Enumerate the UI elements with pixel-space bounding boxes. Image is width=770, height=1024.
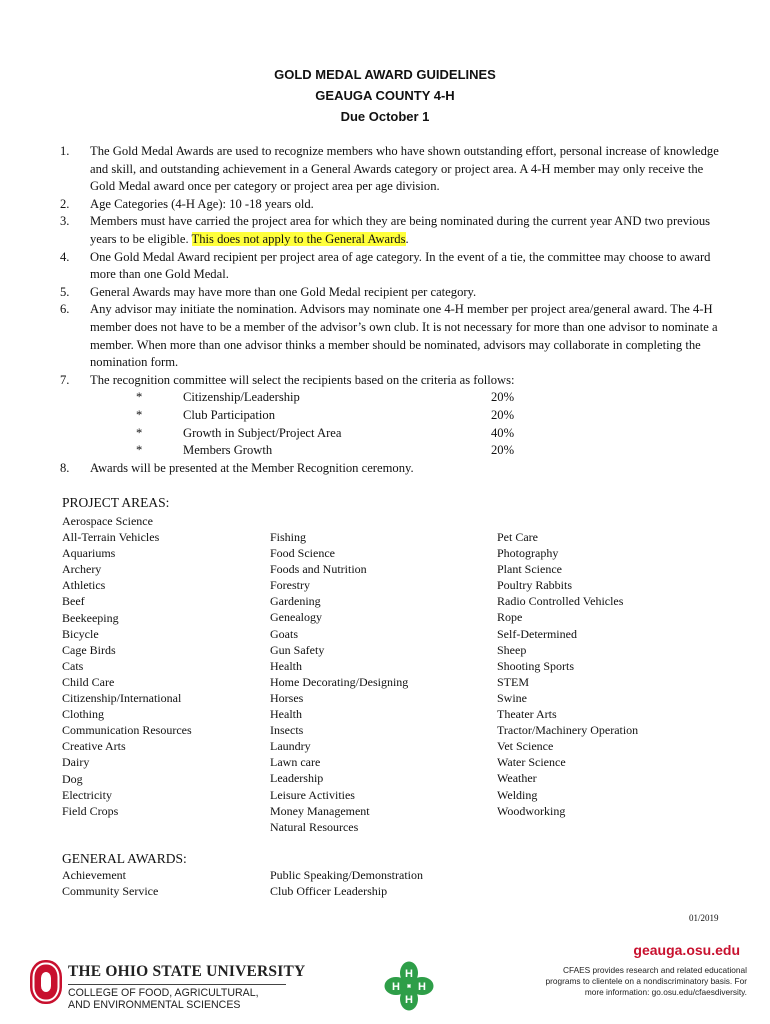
area-item: Leisure Activities: [270, 787, 355, 802]
area-item: Public Speaking/Demonstration: [270, 868, 423, 882]
area-item: Vet Science: [497, 739, 554, 754]
guidelines-list: [60, 143, 720, 477]
area-item: Aerospace Science: [62, 514, 153, 528]
asterisk-bullet: *: [136, 443, 143, 458]
guideline-text: One Gold Medal Award recipient per project area of age category. In the event of a tie, the committee may choose to award more than one Gold Medal.: [90, 249, 711, 282]
criterion-percent: 40%: [491, 425, 515, 440]
notice-line: CFAES provides research and related educational: [562, 965, 747, 975]
guideline-number: 2.: [60, 196, 70, 211]
svg-text:H: H: [392, 981, 400, 993]
notice-line: more information: go.osu.edu/cfaesdiversity.: [584, 987, 747, 998]
area-item: Shooting Sports: [497, 658, 575, 673]
guideline-text: Awards will be presented at the Member Recognition ceremony.: [90, 460, 414, 475]
criterion-row: [90, 425, 720, 443]
nondiscrimination-notice: [500, 965, 747, 999]
criterion-name: Citizenship/Leadership: [183, 390, 300, 405]
college-line: COLLEGE OF FOOD, AGRICULTURAL,: [68, 987, 259, 999]
guideline-number: 4.: [60, 249, 70, 264]
area-item: Photography: [497, 546, 559, 561]
criterion-row: [90, 389, 720, 407]
document-subtitle: GEAUGA COUNTY 4-H: [315, 88, 455, 103]
general-awards-heading: GENERAL AWARDS:: [62, 851, 187, 866]
date-code: 01/2019: [689, 913, 719, 923]
area-item: Lawn care: [270, 755, 321, 770]
asterisk-bullet: *: [136, 407, 143, 422]
guideline-item-2: [60, 196, 720, 214]
asterisk-bullet: *: [136, 425, 143, 440]
project-areas-column-3: [497, 529, 638, 819]
criterion-percent: 20%: [491, 443, 515, 458]
general-awards-column-2: [270, 867, 423, 899]
area-item: Welding: [497, 787, 538, 802]
criteria-list: [90, 389, 720, 459]
guideline-item-4: [60, 249, 720, 284]
project-areas-column-2: [270, 529, 408, 835]
area-item: Electricity: [62, 787, 112, 802]
criterion-name: Club Participation: [183, 407, 275, 422]
area-item: Horses: [270, 690, 304, 705]
area-item: Rope: [497, 610, 523, 625]
area-item: Cage Birds: [62, 642, 116, 657]
criterion-row: [90, 442, 720, 460]
guideline-text: Members must have carried the project area for which they are being nominated during the current year AND two previous years to be eligible.: [90, 214, 711, 246]
criterion-percent: 20%: [491, 407, 515, 422]
area-item: All-Terrain Vehicles: [62, 530, 160, 545]
notice-line: programs to clientele on a nondiscriminatory basis. For: [545, 976, 747, 987]
area-item: Club Officer Leadership: [270, 884, 388, 899]
guideline-text: The Gold Medal Awards are used to recognize members who have shown outstanding effort, personal increase of knowledge and skill, and outstanding achievement in a General Awards category or project area. A 4-H member may only receive the Gold Medal award once per category or project area per age division.: [90, 144, 719, 194]
area-item: Gun Safety: [270, 642, 325, 657]
area-item: Sheep: [497, 642, 527, 657]
area-item: Clothing: [62, 707, 105, 722]
guideline-item-6: [60, 301, 720, 371]
area-item: Pet Care: [497, 530, 538, 544]
area-item: Natural Resources: [270, 819, 359, 834]
area-item: Plant Science: [497, 562, 562, 577]
area-item: Weather: [497, 771, 537, 786]
area-item: STEM: [497, 674, 530, 689]
area-item: Field Crops: [62, 803, 119, 818]
college-line: AND ENVIRONMENTAL SCIENCES: [68, 999, 241, 1011]
area-item: Goats: [270, 626, 298, 641]
divider: [68, 984, 286, 985]
area-item: Foods and Nutrition: [270, 562, 367, 577]
svg-text:H: H: [418, 981, 426, 993]
guideline-text: Any advisor may initiate the nomination. Advisors may nominate one 4-H member per project area/general award. The 4-H member does not have to be a member of the advisor’s own club. It is not necessary for more than one advisor to nominate a member. When more than one advisor thinks a member should be nominated, advisors may collaborate in completing the nomination form.: [90, 302, 718, 370]
criterion-name: Members Growth: [183, 443, 273, 458]
college-name: [68, 987, 259, 1011]
asterisk-bullet: *: [136, 390, 143, 405]
area-item: Beekeeping: [62, 610, 119, 625]
guideline-text-end: .: [405, 231, 409, 246]
area-item: Poultry Rabbits: [497, 578, 573, 593]
website-link[interactable]: geauga.osu.edu: [633, 942, 740, 958]
due-date: Due October 1: [340, 109, 430, 124]
area-item: Leadership: [270, 771, 324, 786]
area-item: Cats: [62, 658, 84, 673]
area-item: Fishing: [270, 530, 307, 544]
area-item: Theater Arts: [497, 707, 557, 722]
guideline-number: 1.: [60, 144, 70, 158]
area-item: Creative Arts: [62, 739, 126, 754]
highlighted-text: This does not apply to the General Awards: [191, 231, 406, 246]
guideline-number: 7.: [60, 372, 70, 387]
area-item: Radio Controlled Vehicles: [497, 594, 624, 609]
area-item: Forestry: [270, 578, 310, 593]
ohio-state-block-o-logo: [30, 960, 62, 1009]
guideline-number: 6.: [60, 302, 70, 317]
area-item: Gardening: [270, 594, 321, 609]
area-item: Community Service: [62, 884, 159, 899]
project-areas-heading: PROJECT AREAS:: [62, 495, 170, 510]
area-item: Money Management: [270, 803, 370, 818]
svg-text:H: H: [405, 968, 413, 980]
guideline-number: 5.: [60, 284, 70, 299]
guideline-number: 3.: [60, 214, 70, 229]
area-item: Aquariums: [62, 546, 116, 561]
area-item: Insects: [270, 723, 304, 738]
area-item: Self-Determined: [497, 626, 577, 641]
area-item: Achievement: [62, 868, 126, 882]
document-title-block: [0, 64, 770, 127]
university-name: THE OHIO STATE UNIVERSITY: [68, 963, 306, 980]
area-item: Communication Resources: [62, 723, 192, 738]
area-item: Dog: [62, 771, 83, 786]
area-item: Health: [270, 658, 302, 673]
document-title: GOLD MEDAL AWARD GUIDELINES: [274, 67, 496, 82]
area-item: Home Decorating/Designing: [270, 674, 409, 689]
guideline-item-5: [60, 284, 720, 302]
guideline-item-3: [60, 213, 720, 248]
area-item: Bicycle: [62, 626, 99, 641]
area-item: Dairy: [62, 755, 90, 770]
criterion-name: Growth in Subject/Project Area: [183, 425, 342, 440]
area-item: Woodworking: [497, 803, 566, 818]
four-h-clover-logo: [383, 960, 435, 1017]
guideline-item-7: [60, 372, 720, 460]
area-item: Athletics: [62, 578, 106, 593]
area-item: Swine: [497, 690, 527, 705]
area-item: Health: [270, 707, 302, 722]
area-item: Laundry: [270, 739, 311, 754]
area-item: Tractor/Machinery Operation: [497, 723, 639, 738]
criterion-percent: 20%: [491, 390, 515, 405]
guideline-item-8: [60, 460, 720, 478]
criterion-row: [90, 407, 720, 425]
area-item: Beef: [62, 594, 85, 609]
guideline-text: General Awards may have more than one Gold Medal recipient per category.: [90, 284, 477, 299]
area-item: Genealogy: [270, 610, 322, 625]
guideline-text: The recognition committee will select the recipients based on the criteria as follows:: [90, 372, 515, 387]
guideline-item-1: [60, 143, 720, 196]
area-item: Food Science: [270, 546, 335, 561]
area-item: Child Care: [62, 674, 115, 689]
svg-text:H: H: [405, 994, 413, 1006]
guideline-number: 8.: [60, 460, 70, 475]
area-item: Water Science: [497, 755, 566, 770]
area-item: Archery: [62, 562, 102, 577]
area-item: Citizenship/International: [62, 691, 182, 706]
general-awards-column-1: [62, 867, 158, 899]
guideline-text: Age Categories (4-H Age): 10 -18 years old.: [90, 196, 314, 211]
project-areas-column-1: [62, 513, 192, 819]
